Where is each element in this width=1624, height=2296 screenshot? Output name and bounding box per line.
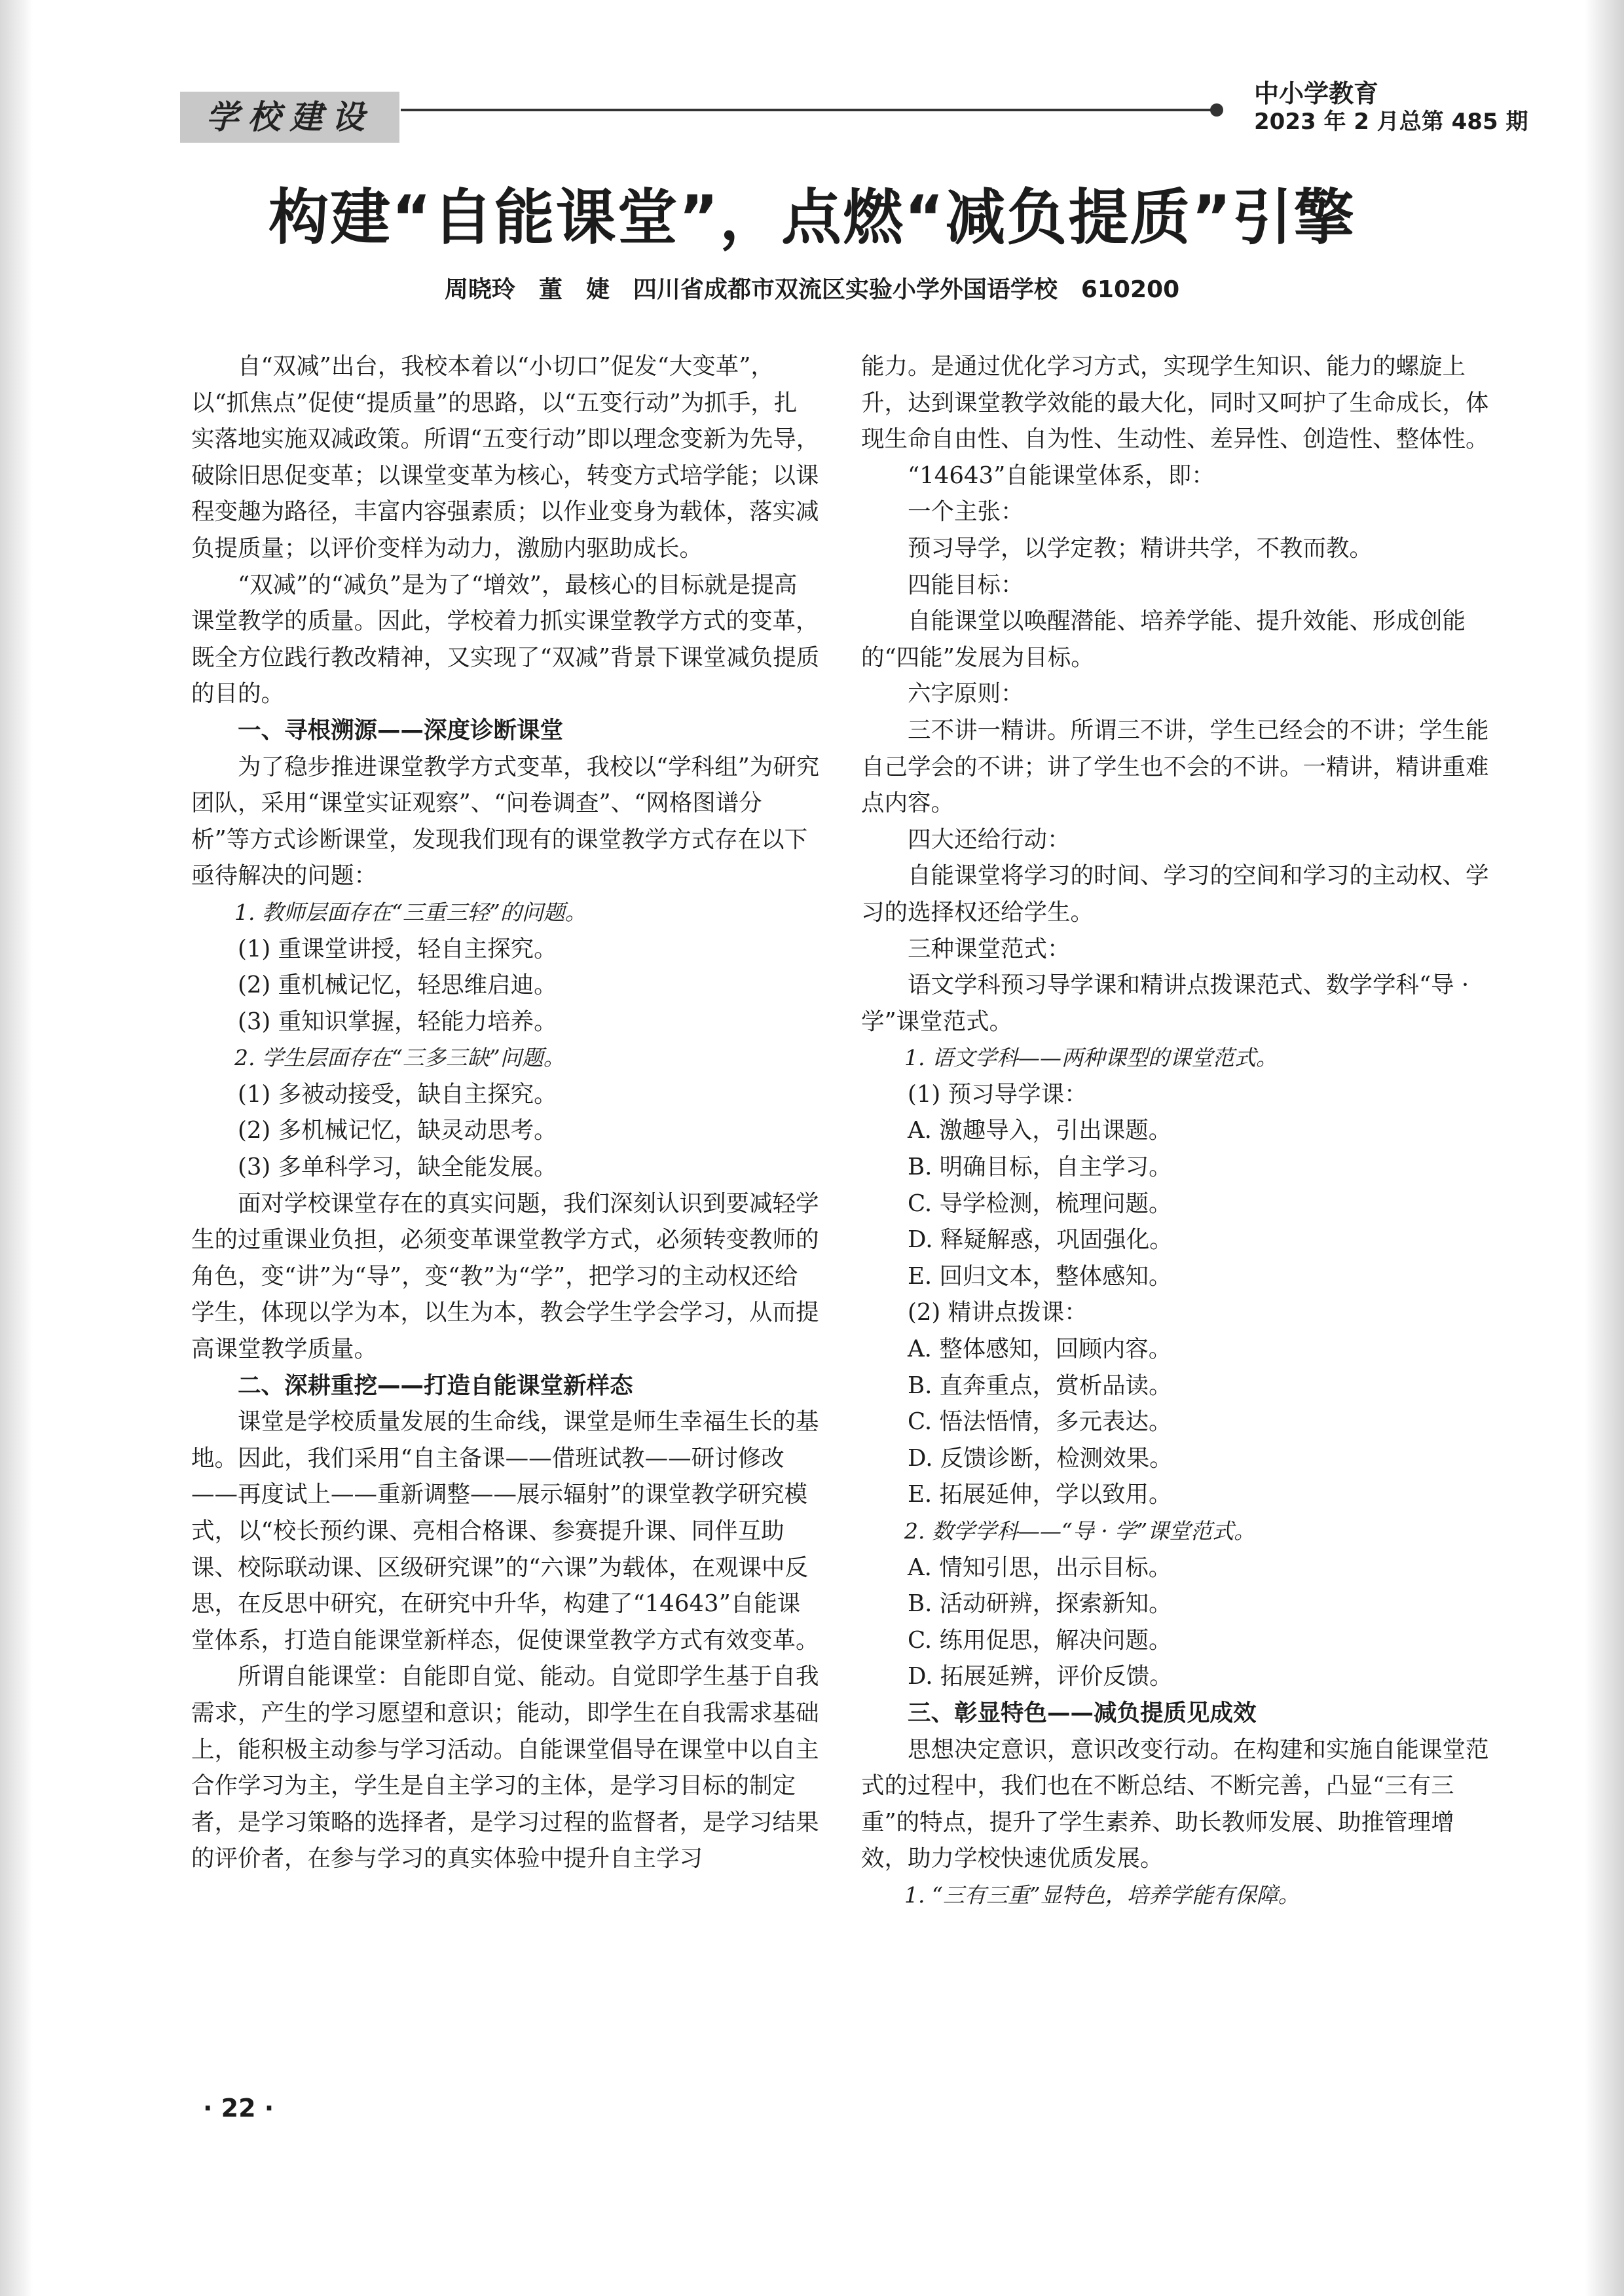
right-paragraph: (1) 预习导学课：: [908, 1080, 1088, 1108]
left-paragraph: (2) 重机械记忆，轻思维启迪。: [238, 972, 557, 999]
scan-edge-shadow-left: [0, 0, 33, 2296]
right-paragraph: “14643”自能课堂体系，即：: [908, 462, 1215, 489]
subsection-heading: 2. 学生层面存在“三多三缺”问题。: [234, 1045, 565, 1071]
section-heading: 一、寻根溯源——深度诊断课堂: [238, 716, 564, 744]
section-heading: 三、彰显特色——减负提质见成效: [908, 1699, 1257, 1726]
right-paragraph: 思想决定意识，意识改变行动。在构建和实施自能课堂范式的过程中，我们也在不断总结、不断完善，凸显“三有三重”的特点，提升了学生素养、助长教师发展、助推管理增效，助力学校快速优质发展。: [861, 1736, 1489, 1872]
subsection-heading: 2. 数学学科——“导 · 学”课堂范式。: [904, 1518, 1256, 1544]
right-paragraph: 三不讲一精讲。所谓三不讲，学生已经会的不讲；学生能自己学会的不讲；讲了学生也不会的不讲。一精讲，精讲重难点内容。: [861, 716, 1489, 817]
section-tab: 学校建设: [180, 92, 399, 143]
right-paragraph: 预习导学，以学定教；精讲共学，不教而教。: [908, 534, 1373, 562]
header-rule: [401, 109, 1216, 111]
right-paragraph: 三种课堂范式：: [908, 935, 1071, 962]
left-paragraph: (3) 多单科学习，缺全能发展。: [238, 1154, 557, 1181]
left-paragraph: 面对学校课堂存在的真实问题，我们深刻认识到要减轻学生的过重课业负担，必须变革课堂教学方式，必须转变教师的角色，变“讲”为“导”，变“教”为“学”，把学习的主动权还给学生，体现以学为本，以生为本，教会学生学会学习，从而提高课堂教学质量。: [191, 1190, 819, 1363]
left-paragraph: (3) 重知识掌握，轻能力培养。: [238, 1008, 557, 1035]
right-paragraph: B. 活动研辨，探索新知。: [908, 1590, 1172, 1618]
left-paragraph: 自“双减”出台，我校本着以“小切口”促发“大变革”，以“抓焦点”促使“提质量”的思路，以“五变行动”为抓手，扎实落地实施双减政策。所谓“五变行动”即以理念变新为先导，破除旧思促变革；以课堂变革为核心，转变方式培学能；以课程变趣为路径，丰富内容强素质；以作业变身为载体，落实减负提质量；以评价变样为动力，激励内驱助成长。: [191, 353, 820, 562]
left-paragraph: 为了稳步推进课堂教学方式变革，我校以“学科组”为研究团队，采用“课堂实证观察”、“问卷调查”、“网格图谱分析”等方式诊断课堂，发现我们现有的课堂教学方式存在以下亟待解决的问题：: [191, 753, 820, 890]
left-paragraph: 所谓自能课堂：自能即自觉、能动。自觉即学生基于自我需求，产生的学习愿望和意识；能动，即学生在自我需求基础上，能积极主动参与学习活动。自能课堂倡导在课堂中以自主合作学习为主，学生是自主学习的主体，是学习目标的制定者，是学习策略的选择者，是学习过程的监督者，是学习结果的评价者，在参与学习的真实体验中提升自主学习: [191, 1663, 819, 1872]
right-paragraph: 自能课堂以唤醒潜能、培养学能、提升效能、形成创能的“四能”发展为目标。: [861, 608, 1466, 671]
section-heading: 二、深耕重挖——打造自能课堂新样态: [238, 1372, 633, 1399]
left-paragraph: (1) 重课堂讲授，轻自主探究。: [238, 935, 557, 962]
subsection-heading: 1. “三有三重”显特色，培养学能有保障。: [904, 1882, 1300, 1908]
right-paragraph: E. 回归文本，整体感知。: [908, 1262, 1172, 1290]
journal-name: 中小学教育: [1254, 79, 1379, 108]
right-column: [861, 348, 1490, 1914]
right-paragraph: C. 悟法悟情，多元表达。: [908, 1408, 1172, 1436]
right-paragraph: A. 情知引思，出示目标。: [908, 1554, 1172, 1581]
right-paragraph: (2) 精讲点拨课：: [908, 1299, 1088, 1326]
right-paragraph: 四能目标：: [908, 571, 1024, 598]
subsection-heading: 1. 语文学科——两种课型的课堂范式。: [904, 1045, 1278, 1071]
right-paragraph: C. 练用促思，解决问题。: [908, 1626, 1172, 1654]
subsection-heading: 1. 教师层面存在“三重三轻”的问题。: [234, 899, 587, 925]
left-paragraph: (1) 多被动接受，缺自主探究。: [238, 1080, 557, 1108]
left-paragraph: 课堂是学校质量发展的生命线，课堂是师生幸福生长的基地。因此，我们采用“自主备课——借班试教——研讨修改——再度试上——重新调整——展示辐射”的课堂教学研究模式，以“校长预约课、亮相合格课、参赛提升课、同伴互助课、校际联动课、区级研究课”的“六课”为载体，在观课中反思，在反思中研究，在研究中升华，构建了“14643”自能课堂体系，打造自能课堂新样态，促使课堂教学方式有效变革。: [191, 1408, 819, 1654]
page-number: · 22 ·: [203, 2094, 274, 2123]
journal-issue: 2023 年 2 月总第 485 期: [1254, 109, 1528, 135]
right-paragraph: 四大还给行动：: [908, 826, 1071, 853]
right-paragraph: D. 拓展延辨，评价反馈。: [908, 1663, 1173, 1690]
left-column: [191, 348, 820, 1877]
right-paragraph: B. 明确目标，自主学习。: [908, 1154, 1172, 1181]
right-paragraph: 语文学科预习导学课和精讲点拨课范式、数学学科“导 · 学”课堂范式。: [861, 972, 1469, 1035]
scan-edge-shadow-right: [1585, 0, 1624, 2296]
author-byline: 周晓玲 董 婕 四川省成都市双流区实验小学外国语学校 610200: [444, 276, 1180, 303]
right-paragraph: A. 整体感知，回顾内容。: [908, 1336, 1172, 1363]
right-paragraph: 能力。是通过优化学习方式，实现学生知识、能力的螺旋上升，达到课堂教学效能的最大化，同时又呵护了生命成长，体现生命自由性、自为性、生动性、差异性、创造性、整体性。: [861, 353, 1489, 453]
right-paragraph: B. 直奔重点，赏析品读。: [908, 1372, 1172, 1399]
left-paragraph: (2) 多机械记忆，缺灵动思考。: [238, 1117, 557, 1144]
right-paragraph: E. 拓展延伸，学以致用。: [908, 1481, 1172, 1508]
right-paragraph: 一个主张：: [908, 498, 1024, 526]
header-dot: [1210, 103, 1223, 117]
right-paragraph: A. 激趣导入，引出课题。: [908, 1117, 1172, 1144]
left-paragraph: “双减”的“减负”是为了“增效”，最核心的目标就是提高课堂教学的质量。因此，学校着力抓实课堂教学方式的变革，既全方位践行教改精神，又实现了“双减”背景下课堂减负提质的目的。: [191, 571, 820, 708]
right-paragraph: 自能课堂将学习的时间、学习的空间和学习的主动权、学习的选择权还给学生。: [861, 862, 1489, 926]
right-paragraph: D. 释疑解惑，巩固强化。: [908, 1226, 1173, 1254]
right-paragraph: C. 导学检测，梳理问题。: [908, 1190, 1172, 1217]
right-paragraph: 六字原则：: [908, 680, 1024, 708]
article-title: 构建“自能课堂”，点燃“减负提质”引擎: [268, 183, 1356, 253]
right-paragraph: D. 反馈诊断，检测效果。: [908, 1444, 1173, 1472]
